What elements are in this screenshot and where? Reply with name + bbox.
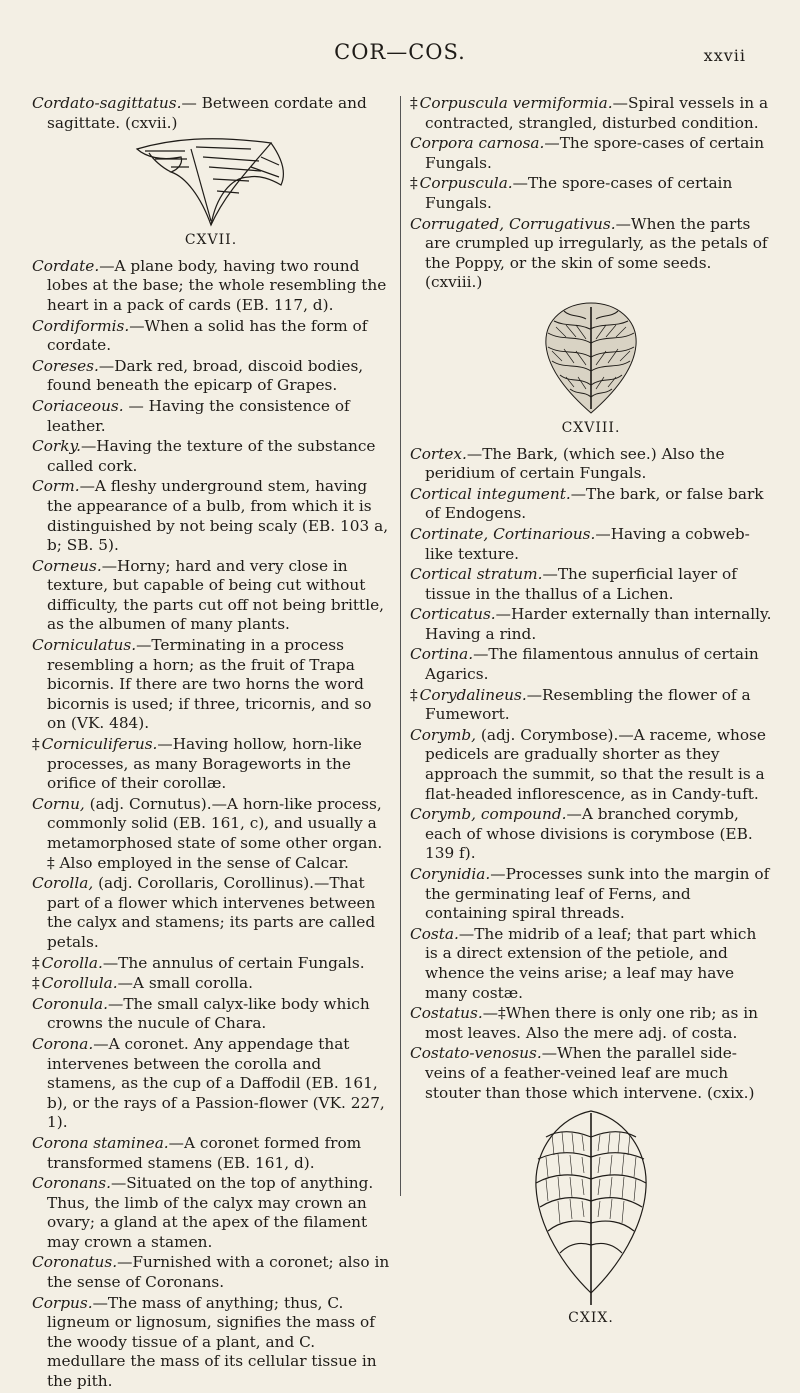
page-header-title: COR—COS. xyxy=(334,40,466,64)
dictionary-entry xyxy=(32,1174,390,1252)
dictionary-entry xyxy=(32,636,390,734)
entry-definition: —The Bark, (which see.) Also the peridium of certain Fungals. xyxy=(425,444,725,483)
dictionary-entry xyxy=(32,437,390,476)
dictionary-entry xyxy=(410,445,772,484)
entry-term: Corymb, xyxy=(410,725,477,744)
entry-term: Corm. xyxy=(32,477,80,496)
entry-term: Corky. xyxy=(32,437,81,456)
entry-term: Corpus. xyxy=(32,1293,93,1312)
running-head xyxy=(0,40,800,70)
entry-definition: —‡When there is only one rib; as in most leaves. Also the mere adj. of costa. xyxy=(425,1004,758,1042)
dictionary-entry xyxy=(32,1294,390,1392)
dictionary-entry xyxy=(32,795,390,873)
entry-term: Cordato-sagittatus. xyxy=(32,94,182,112)
figure-cxix xyxy=(410,1107,772,1329)
entry-definition: —A small corolla. xyxy=(117,974,254,993)
dictionary-entry xyxy=(32,1035,390,1133)
entry-definition: —Dark red, broad, discoid bodies, found beneath the epicarp of Grapes. xyxy=(47,356,364,395)
entry-term: Corpuscula vermiformia. xyxy=(419,94,613,112)
dictionary-entry xyxy=(410,865,772,924)
entry-definition: —Harder externally than internally. Having a rind. xyxy=(425,605,772,643)
entry-definition: (adj. Corollaris, Corollinus).—That part of a flower which intervenes between the calyx and stamens; its parts are called petals. xyxy=(47,874,376,951)
dagger-mark: ‡ xyxy=(410,94,418,112)
entry-term: Coriaceous. xyxy=(32,396,124,415)
page-number: xxvii xyxy=(703,46,746,65)
entry-definition: —Spiral vessels in a contracted, strangled, disturbed condition. xyxy=(425,94,769,132)
dictionary-entry xyxy=(410,805,772,864)
entry-term: Corymb, compound. xyxy=(410,805,567,824)
figure-caption: CXIX. xyxy=(568,1310,614,1327)
entry-definition: —A coronet. Any appendage that intervenes between the corolla and stamens, as the cup of a Daffodil (EB. 161, b), or the rays of a Passion-flower (VK. 227, 1). xyxy=(47,1034,385,1132)
entry-term: Corydalineus. xyxy=(419,685,527,704)
dictionary-entry xyxy=(410,1044,772,1103)
dictionary-entry xyxy=(32,974,390,994)
entry-term: Corona staminea. xyxy=(32,1133,169,1152)
dictionary-entry xyxy=(410,726,772,804)
dictionary-entry xyxy=(32,557,390,635)
entry-definition: —The filamentous annulus of certain Agarics. xyxy=(425,645,759,684)
entry-definition: —Horny; hard and very close in texture, but capable of being cut without difficulty, the parts cut off not being brittle, as the albumen of many plants. xyxy=(47,556,385,634)
entry-term: Corollula. xyxy=(41,974,118,993)
entry-term: Cortical integument. xyxy=(410,484,571,503)
entry-term: Coronula. xyxy=(32,994,109,1013)
entry-definition: —The spore-cases of certain Fungals. xyxy=(425,174,733,212)
entry-term: Corolla, xyxy=(32,874,94,893)
dictionary-entry xyxy=(32,94,390,133)
right-entries-top xyxy=(410,94,772,293)
dictionary-entry xyxy=(32,874,390,952)
entry-term: Corticatus. xyxy=(410,605,496,624)
dictionary-entry xyxy=(410,605,772,644)
entry-term: Cortex. xyxy=(410,444,467,463)
entry-definition: —Furnished with a coronet; also in the sense of Coronans. xyxy=(47,1253,390,1292)
dagger-mark: ‡ xyxy=(410,174,418,193)
left-column xyxy=(32,94,390,1393)
entry-definition: —When a solid has the form of cordate. xyxy=(47,316,368,355)
dagger-mark: ‡ xyxy=(32,735,40,754)
entry-definition: —The small calyx-like body which crowns the nucule of Chara. xyxy=(47,994,370,1033)
dictionary-entry xyxy=(410,174,772,213)
dagger-mark: ‡ xyxy=(32,953,40,972)
dictionary-entry xyxy=(32,995,390,1034)
dictionary-entry xyxy=(32,317,390,356)
dictionary-entry xyxy=(410,215,772,293)
dictionary-entry xyxy=(410,134,772,173)
entry-definition: —The mass of anything; thus, C. ligneum or lignosum, signifies the mass of the woody tissue of a plant, and C. medullare the mass of its cellular tissue in the pith. xyxy=(47,1293,377,1391)
entry-term: Costa. xyxy=(410,924,459,943)
entry-definition: —Having a cobweb-like texture. xyxy=(425,524,750,563)
entry-term: Coronans. xyxy=(32,1174,111,1193)
dictionary-entry xyxy=(32,477,390,555)
figure-caption: CXVII. xyxy=(184,232,238,249)
column-divider xyxy=(400,96,401,1196)
entry-term: Corniculiferus. xyxy=(41,735,158,754)
entry-definition: —A fleshy underground stem, having the appearance of a bulb, from which it is distinguished by not being scaly (EB. 103 a, b; SB. 5). xyxy=(47,477,389,555)
dictionary-entry xyxy=(410,525,772,564)
entry-definition: —Situated on the top of anything. Thus, the limb of the calyx may crown an ovary; a gland at the apex of the filament may crown a stamen. xyxy=(47,1174,374,1251)
dictionary-entry xyxy=(410,94,772,133)
figure-cxvii xyxy=(32,137,390,251)
dictionary-entry xyxy=(410,565,772,604)
entry-term: Coronatus. xyxy=(32,1253,118,1272)
entry-definition: —The midrib of a leaf; that part which is a direct extension of the petiole, and whence the veins arise; a leaf may have many costæ. xyxy=(425,924,757,1002)
right-column xyxy=(410,94,772,1335)
left-entries-top xyxy=(32,94,390,133)
entry-term: Costato-venosus. xyxy=(410,1044,542,1063)
entry-term: Corynidia. xyxy=(410,865,491,883)
entry-term: Corneus. xyxy=(32,556,102,575)
entry-term: Cordiformis. xyxy=(32,316,130,335)
dictionary-entry xyxy=(32,1253,390,1292)
entry-definition: —The annulus of certain Fungals. xyxy=(102,953,365,972)
entry-definition: —The superficial layer of tissue in the thallus of a Lichen. xyxy=(425,565,737,603)
left-entries-bottom xyxy=(32,257,390,1392)
entry-definition: —Having hollow, horn-like processes, as many Borageworts in the orifice of their corollæ. xyxy=(47,735,362,793)
entry-term: Cortical stratum. xyxy=(410,565,543,584)
dictionary-entry xyxy=(32,257,390,316)
entry-definition: —A plane body, having two round lobes at the base; the whole resembling the heart in a pack of cards (EB. 117, d). xyxy=(47,256,387,314)
dictionary-entry xyxy=(410,1004,772,1043)
dictionary-entry xyxy=(32,1134,390,1173)
entry-definition: —Resembling the flower of a Fumewort. xyxy=(425,685,751,724)
entry-definition: — Having the consistence of leather. xyxy=(47,396,350,435)
entry-definition: —The spore-cases of certain Fungals. xyxy=(425,134,765,172)
entry-definition: —A branched corymb, each of whose divisions is corymbose (EB. 139 f). xyxy=(425,805,753,863)
entry-term: Corpora carnosa. xyxy=(410,134,545,153)
corrugated-petal-illustration xyxy=(536,297,646,417)
dictionary-entry xyxy=(410,485,772,524)
entry-term: Corniculatus. xyxy=(32,636,137,655)
dictionary-entry xyxy=(32,735,390,794)
dictionary-entry xyxy=(410,686,772,725)
entry-definition: — Between cordate and sagittate. (cxvii.) xyxy=(47,94,367,132)
entry-term: Cordate. xyxy=(32,256,100,275)
entry-definition: —Processes sunk into the margin of the germinating leaf of Ferns, and containing spiral threads. xyxy=(425,865,770,923)
figure-caption: CXVIII. xyxy=(561,419,621,436)
dictionary-entry xyxy=(32,397,390,436)
entry-term: Corolla. xyxy=(41,953,103,972)
dagger-mark: ‡ xyxy=(32,974,40,993)
entry-definition: (adj. Corymbose).—A raceme, whose pedicels are gradually shorter as they approach the summit, so that the result is a flat-headed inflorescence, as in Candy-tuft. xyxy=(425,725,766,803)
entry-definition: —The bark, or false bark of Endogens. xyxy=(425,484,764,523)
dictionary-entry xyxy=(32,357,390,396)
entry-term: Corpuscula. xyxy=(419,174,513,193)
dictionary-entry xyxy=(32,954,390,974)
entry-term: Cortinate, Cortinarious. xyxy=(410,524,596,543)
entry-term: Cortina. xyxy=(410,645,474,664)
entry-definition: —When the parallel side-veins of a feather-veined leaf are much stouter than those which intervene. (cxix.) xyxy=(425,1044,755,1102)
entry-term: Corrugated, Corrugativus. xyxy=(410,214,616,233)
dictionary-entry xyxy=(410,925,772,1003)
entry-term: Coreses. xyxy=(32,356,99,375)
entry-term: Cornu, xyxy=(32,794,85,813)
dagger-mark: ‡ xyxy=(410,685,418,704)
entry-term: Corona. xyxy=(32,1034,94,1053)
entry-definition: —Having the texture of the substance called cork. xyxy=(47,437,376,475)
cordato-sagittate-leaf-illustration xyxy=(131,137,291,229)
figure-cxviii xyxy=(410,297,772,439)
entry-definition: (adj. Cornutus).—A horn-like process, commonly solid (EB. 161, c), and usually a metamorphosed state of some other organ. ‡ Also employed in the sense of Calcar. xyxy=(47,794,383,872)
entry-definition: —Terminating in a process resembling a horn; as the fruit of Trapa bicornis. If there are two horns the word bicornis is used; if three, tricornis, and so on (VK. 484). xyxy=(47,636,372,733)
dictionary-entry xyxy=(410,645,772,684)
costato-venose-leaf-illustration xyxy=(526,1107,656,1307)
entry-definition: —A coronet formed from transformed stamens (EB. 161, d). xyxy=(47,1133,362,1172)
entry-definition: —When the parts are crumpled up irregularly, as the petals of the Poppy, or the skin of some seeds. (cxviii.) xyxy=(425,214,768,292)
entry-term: Costatus. xyxy=(410,1004,483,1023)
right-entries-bottom xyxy=(410,445,772,1104)
